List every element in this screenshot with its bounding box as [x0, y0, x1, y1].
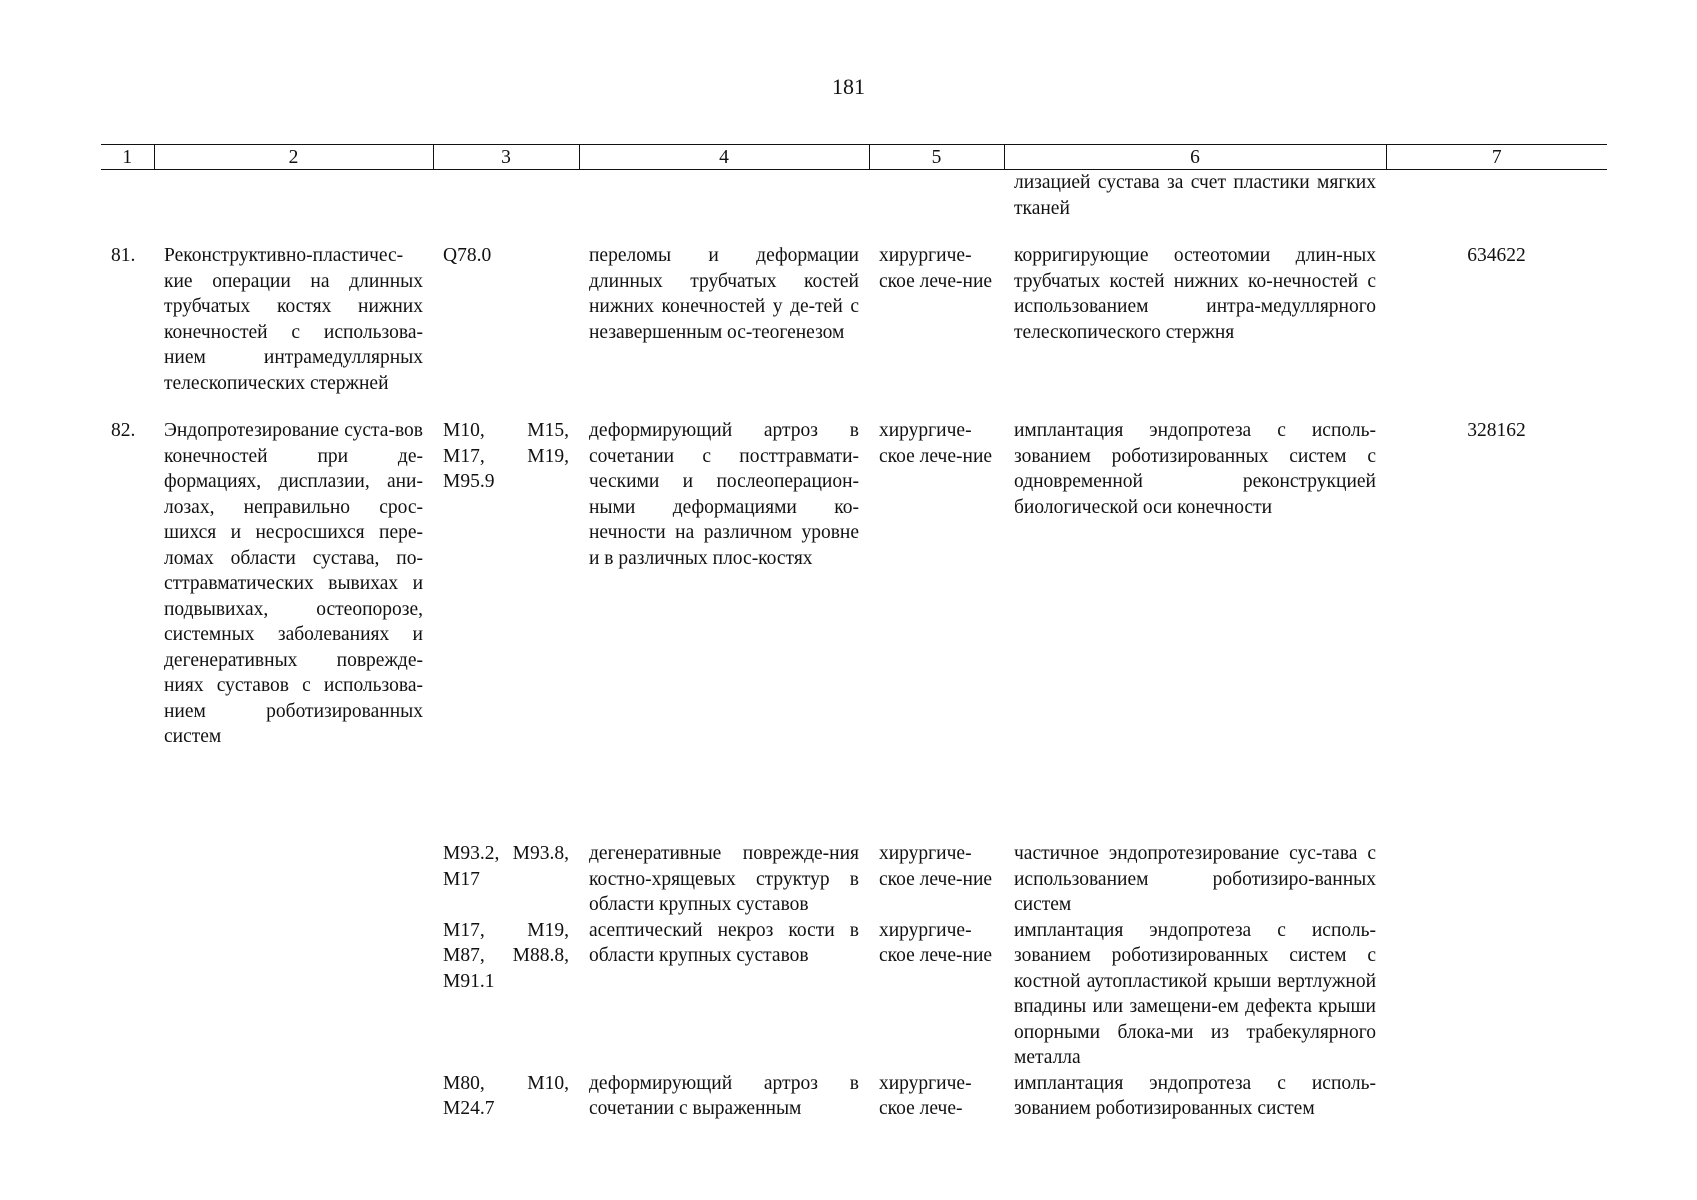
table-row — [101, 418, 1607, 571]
continuation-method: лизацией сустава за счет пластики мягких тканей — [1014, 172, 1376, 219]
procedure-name: Эндопротезирование суста-вов конечностей при де-формациях, дисплазии, ани-лозах, неправильно срос-шихся и несросшихся пере-ломах области сустава, по-сттравматических вывихах и подвывихах, остеопорозе, системных заболеваниях и дегенеративных поврежде-ниях суставов с использова-нием роботизированных систем — [164, 420, 423, 747]
diagnosis-codes: M17, M19, M87, M88.8, M91.1 — [443, 919, 569, 992]
column-header-4: 4 — [579, 145, 869, 170]
column-header-1: 1 — [101, 145, 154, 170]
treatment-method: имплантация эндопротеза с исполь-зованием роботизированных систем с костной аутопластикой крыши вертлужной впадины или замещени-ем дефекта крыши опорными блока-ми из трабекулярного металла — [1014, 919, 1376, 1068]
patient-model: переломы и деформации длинных трубчатых костей нижних конечностей у де-тей с незавершенным ос-теогенезом — [589, 245, 859, 343]
treatment-type: хирургиче-ское лече-ние — [879, 420, 993, 467]
patient-model: асептический некроз кости в области крупных суставов — [589, 919, 859, 966]
column-header-2: 2 — [154, 145, 433, 170]
table-row — [101, 1071, 1607, 1122]
continuation-row — [101, 170, 1607, 222]
treatment-method: корригирующие остеотомии длин-ных трубчатых костей нижних ко-нечностей с использованием интра-медуллярного телескопического стержня — [1014, 245, 1376, 343]
treatment-method: частичное эндопротезирование сус-тава с использованием роботизиро-ванных систем — [1014, 843, 1376, 915]
column-number-row — [101, 145, 1607, 170]
column-header-3: 3 — [433, 145, 579, 170]
treatment-type: хирургиче-ское лече- — [879, 1072, 972, 1119]
diagnosis-codes: Q78.0 — [443, 245, 492, 266]
treatment-method: имплантация эндопротеза с исполь-зованием роботизированных систем — [1014, 1072, 1376, 1119]
treatment-type: хирургиче-ское лече-ние — [879, 843, 993, 890]
procedures-table — [101, 144, 1607, 1122]
cost-value: 634622 — [1467, 245, 1526, 266]
cost-value: 328162 — [1467, 420, 1526, 441]
patient-model: деформирующий артроз в сочетании с посттравмати-ческими и послеоперацион-ными деформациями ко-нечности на различном уровне и в различных плос-костях — [589, 420, 859, 569]
row-number: 82. — [111, 420, 136, 441]
treatment-type: хирургиче-ское лече-ние — [879, 245, 993, 292]
diagnosis-codes: M10, M15, M17, M19, M95.9 — [443, 420, 569, 492]
column-header-7: 7 — [1386, 145, 1607, 170]
patient-model: деформирующий артроз в сочетании с выраженным — [589, 1072, 859, 1119]
diagnosis-codes: M93.2, M93.8, M17 — [443, 843, 569, 890]
treatment-type: хирургиче-ское лече-ние — [879, 919, 993, 966]
diagnosis-codes: M80, M10, M24.7 — [443, 1072, 569, 1119]
table-row — [101, 243, 1607, 396]
row-number: 81. — [111, 245, 136, 266]
treatment-method: имплантация эндопротеза с исполь-зованием роботизированных систем с одновременной реконструкцией биологической оси конечности — [1014, 420, 1376, 518]
patient-model: дегенеративные поврежде-ния костно-хрящевых структур в области крупных суставов — [589, 843, 859, 915]
page-number: 181 — [832, 74, 865, 99]
procedure-name: Реконструктивно-пластичес-кие операции на длинных трубчатых костях нижних конечностей с использова-нием интрамедуллярных телескопических стержней — [164, 245, 423, 394]
column-header-6: 6 — [1004, 145, 1386, 170]
column-header-5: 5 — [869, 145, 1004, 170]
